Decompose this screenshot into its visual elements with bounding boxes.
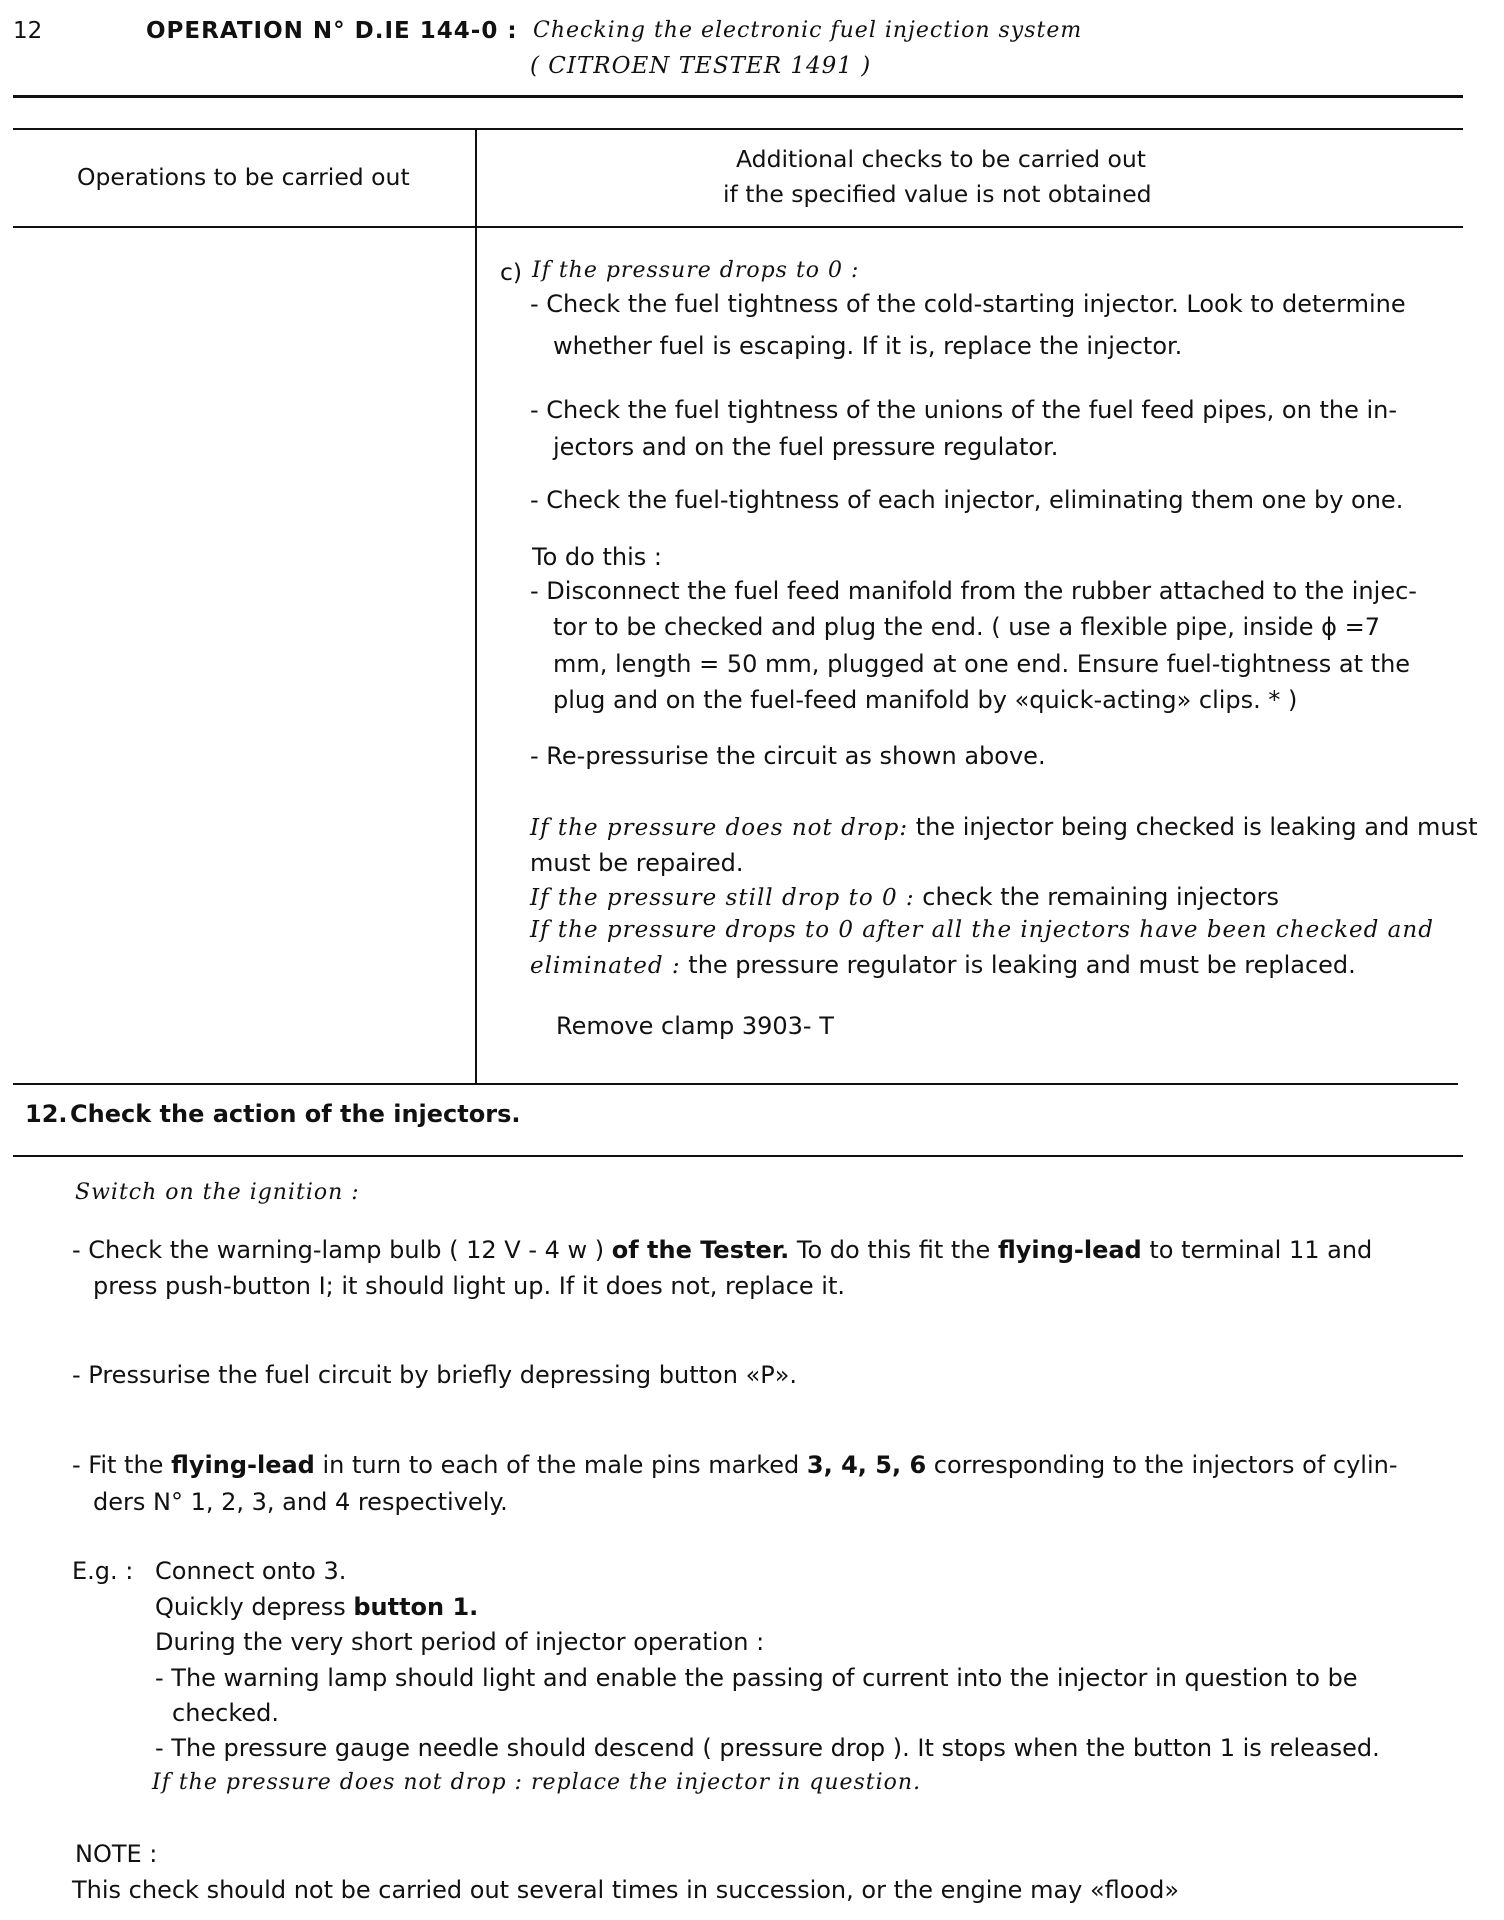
result-regulator-condition: eliminated : xyxy=(530,953,681,979)
column-header-checks-line2: if the specified value is not obtained xyxy=(723,180,1152,208)
table-column-divider xyxy=(475,128,477,1084)
section-rule xyxy=(13,1155,1463,1157)
check-unions: - Check the fuel tightness of the unions of the fuel feed pipes, on the in- xyxy=(530,396,1398,424)
table-bottom-rule xyxy=(13,1083,1458,1085)
fit-flying-lead-c: in turn to each of the male pins marked xyxy=(314,1451,807,1479)
check-cold-start-injector: - Check the fuel tightness of the cold-starting injector. Look to determine xyxy=(530,290,1406,318)
result-still-drop-condition: If the pressure still drop to 0 : xyxy=(530,885,915,911)
check-warning-lamp-a: - Check the warning-lamp bulb ( 12 V - 4 w ) xyxy=(72,1236,612,1264)
result-regulator xyxy=(530,951,1356,981)
fit-flying-lead-cont: ders N° 1, 2, 3, and 4 respectively. xyxy=(93,1488,508,1516)
switch-on-ignition: Switch on the ignition : xyxy=(75,1180,360,1205)
check-warning-lamp xyxy=(72,1236,1372,1265)
table-header-rule xyxy=(13,226,1463,228)
item-c-heading: If the pressure drops to 0 : xyxy=(532,258,860,283)
table-top-rule xyxy=(13,128,1463,130)
document-subtitle: ( CITROEN TESTER 1491 ) xyxy=(530,53,872,79)
disconnect-manifold-l4: plug and on the fuel-feed manifold by «quick-acting» clips. * ) xyxy=(553,686,1298,714)
fit-flying-lead-pins: 3, 4, 5, 6 xyxy=(806,1451,927,1479)
result-no-drop-cont: must be repaired. xyxy=(530,849,744,877)
section-title: Check the action of the injectors. xyxy=(70,1100,521,1128)
check-unions-cont: jectors and on the fuel pressure regulator. xyxy=(553,433,1059,461)
pressurise-circuit: - Pressurise the fuel circuit by briefly depressing button «P». xyxy=(72,1361,798,1389)
example-depress-button: button 1. xyxy=(353,1593,479,1621)
section-number: 12. xyxy=(25,1100,68,1128)
fit-flying-lead-a: - Fit the xyxy=(72,1451,172,1479)
example-depress-a: Quickly depress xyxy=(155,1593,354,1621)
check-warning-lamp-tester: of the Tester. xyxy=(611,1236,790,1264)
header-rule xyxy=(13,95,1463,98)
example-gauge: - The pressure gauge needle should descend ( pressure drop ). It stops when the button 1 is released. xyxy=(155,1734,1380,1762)
item-c-prefix: c) xyxy=(500,258,523,286)
check-cold-start-injector-cont: whether fuel is escaping. If it is, replace the injector. xyxy=(553,332,1183,360)
example-depress xyxy=(155,1593,478,1622)
example-warning-lamp-cont: checked. xyxy=(172,1699,280,1727)
check-warning-lamp-flying-lead: flying-lead xyxy=(997,1236,1142,1264)
result-still-drop xyxy=(530,883,1279,913)
check-warning-lamp-e: to terminal 11 and xyxy=(1141,1236,1373,1264)
disconnect-manifold: - Disconnect the fuel feed manifold from the rubber attached to the injec- xyxy=(530,577,1417,605)
fit-flying-lead xyxy=(72,1451,1398,1480)
disconnect-manifold-l2: tor to be checked and plug the end. ( use a flexible pipe, inside ϕ =7 xyxy=(553,613,1380,641)
note-text: This check should not be carried out several times in succession, or the engine may «flood» xyxy=(72,1876,1180,1904)
document-title: Checking the electronic fuel injection system xyxy=(533,18,1083,43)
column-header-checks-line1: Additional checks to be carried out xyxy=(736,145,1146,173)
example-connect: Connect onto 3. xyxy=(155,1557,347,1585)
remove-clamp: Remove clamp 3903- T xyxy=(556,1012,834,1040)
result-no-drop-condition: If the pressure does not drop: xyxy=(530,815,909,841)
re-pressurise: - Re-pressurise the circuit as shown above. xyxy=(530,742,1046,770)
result-regulator-text: the pressure regulator is leaking and must be replaced. xyxy=(680,951,1356,979)
fit-flying-lead-bold: flying-lead xyxy=(171,1451,315,1479)
example-label: E.g. : xyxy=(72,1557,134,1585)
result-no-drop-text: the injector being checked is leaking and must xyxy=(908,813,1478,841)
result-no-drop xyxy=(530,813,1478,843)
page-number: 12 xyxy=(13,18,43,44)
example-warning-lamp: - The warning lamp should light and enable the passing of current into the injector in question to be xyxy=(155,1664,1358,1692)
check-warning-lamp-cont: press push-button I; it should light up. If it does not, replace it. xyxy=(93,1272,846,1300)
note-label: NOTE : xyxy=(75,1840,158,1868)
check-each-injector: - Check the fuel-tightness of each injector, eliminating them one by one. xyxy=(530,486,1404,514)
disconnect-manifold-l3: mm, length = 50 mm, plugged at one end. Ensure fuel-tightness at the xyxy=(553,650,1411,678)
check-warning-lamp-c: To do this fit the xyxy=(789,1236,998,1264)
result-still-drop-text: check the remaining injectors xyxy=(914,883,1279,911)
to-do-this: To do this : xyxy=(532,543,662,571)
operation-label: OPERATION N° D.IE 144-0 : xyxy=(146,18,518,44)
result-all-checked: If the pressure drops to 0 after all the injectors have been checked and xyxy=(530,917,1434,943)
example-period: During the very short period of injector operation : xyxy=(155,1628,765,1656)
fit-flying-lead-e: corresponding to the injectors of cylin- xyxy=(926,1451,1398,1479)
column-header-operations: Operations to be carried out xyxy=(77,163,410,191)
example-no-drop: If the pressure does not drop : replace the injector in question. xyxy=(152,1770,922,1795)
